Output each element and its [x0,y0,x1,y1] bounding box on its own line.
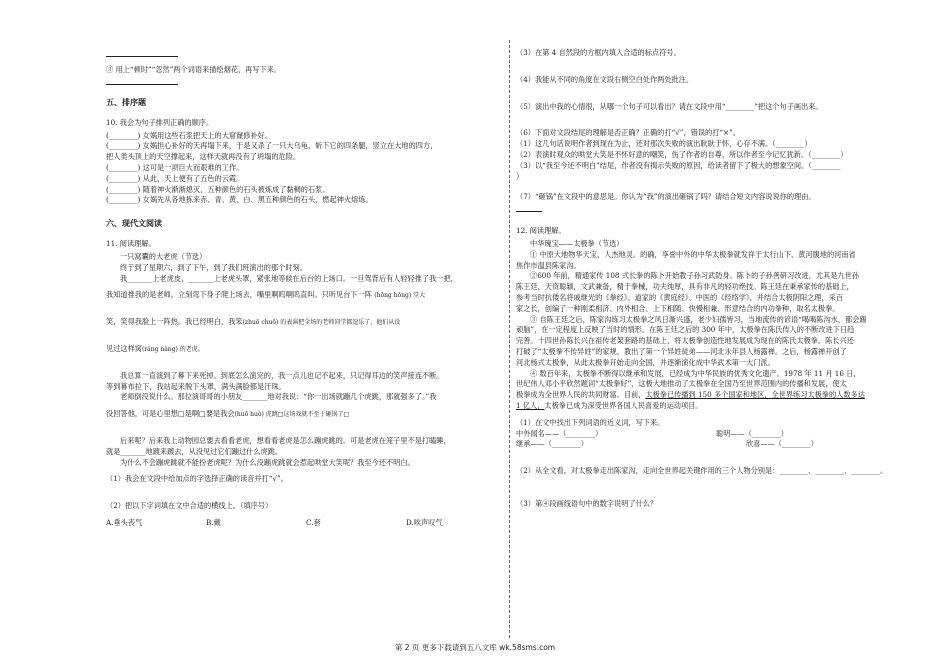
judge-item: （2）表演时观众的哄堂大笑是不怀好意的嘲笑，伤了作者的自尊，所以作者至今记忆犹新。（________） [516,149,848,159]
question-use-words: ③ 用上“顿时”“忽然”两个词语来描绘烟花，再写下来。 [106,65,282,74]
passage-paragraph: 顽脑”，在一定程度上反映了当时的情形。在陈王廷之后的 300 年中，太极拳在陈氏传人的不断改进下日趋 [516,325,855,335]
sort-item: (________) 女娲先从各地拣来赤、青、黄、白、黑五种颜色的石头，燃起神火熔炼。 [106,195,373,205]
passage-paragraph: 陈王廷，天资聪颖，文武兼备，精于拳械，功夫纯厚，具有非凡的轻功绝技。陈王廷在秉承家传的基础上， [516,282,854,292]
option-a: A.垂头丧气 [106,517,143,527]
passage-text: 笑，笑得我脸上一阵热。我已经明白，我笨 [106,317,243,327]
sub-question-3: （3）第④段画线语句中的数字说明了什么？ [516,498,658,508]
passage-paragraph: 家之长，创编了一种刚柔相济、内外相合、上下相随、快慢相兼、形意结合的内功拳种，取名太极拳。 [516,303,840,313]
judge-item: （3）以“我至今还不明白”结尾，作者没有揭示失败的原因，给读者留下了极大的想象空间。（________ [516,160,841,170]
sort-item: (________) 从此，天上便有了五色的云霞。 [106,173,244,183]
passage-line [106,344,506,355]
synonym-item: 聪明——（________） [716,428,788,438]
sub-question-1: （1）在文中找出下列词语的近义词，写下来。 [516,417,665,427]
pinyin-choice: (huō huò) 虎跳□这场戏就不至于砸锅了□ [234,411,350,419]
passage-paragraph: ④ 数百年来，太极拳不断得以继承和发展，已经成为中华民族的优秀文化遗产。1978 年 11 月 16 日， [530,368,861,378]
judge-item-tail: ） [516,171,524,181]
sort-item: (________) 这可是一项巨大而艰难的工作。 [106,162,244,172]
sort-item-continued: 把人类头顶上的天空撑起来，这样天就再没有了坍塌的危险。 [106,152,301,162]
question-12-title: 12. 阅读理解。 [516,226,566,236]
passage-line [516,390,916,401]
synonym-item: 继承——（________） [516,439,588,449]
sort-item: (________) 随着神火渐渐熄灭，五种颜色的石头被炼成了黏稠的石浆。 [106,184,330,194]
passage-text: 我知道推我的是老师。立刻弯下身子爬上场去，嘴里啊呜啊呜直叫。只听见台下一阵 [106,290,372,300]
synonym-item: 中外闻名——（________） [516,428,603,438]
passage-paragraph: 河北杨式太极拳，从此太极拳开始走向全国，并逐渐演化成中华武术第一大门派。 [516,357,775,367]
section-5-title: 五、排序题 [106,97,146,107]
passage-title: 中华瑰宝——太极拳（节选） [530,238,624,248]
sub-question-7: （7）“砸锅”在文段中的意思是。你认为“我”的演出砸锅了吗？请结合短文内容说说你的理由。 [516,192,816,202]
pinyin-choice: (hōng hōng) 堂大 [374,292,426,300]
underlined-sentence: 太极拳已传播到 150 多个国家和地区，全世界练习太极拳的人数多达 [645,390,865,400]
underlined-sentence: 1 亿人， [516,400,545,410]
section-6-title: 六、现代文阅读 [106,219,162,229]
pinyin-choice: (zhuō chuō) 的表演把全场的老师同学都逗乐了，他们从没 [242,319,401,327]
sub-question-5: （5）演出中我的心情很，从哪一个句子可以看出？请在文段中用“________”把这个句子画出来。 [516,101,823,111]
question-10-title: 10. 我会为句子排列正确的顺序。 [106,117,214,127]
synonym-row [516,429,916,440]
passage-paragraph: ① 中原大地物华天宝，人杰地灵。的确，享誉中外的中华太极拳就发祥于太行山下、黄河腹地的河南省 [530,249,856,259]
passage-paragraph: 焦作市温县陈家沟。 [516,260,581,270]
judge-item: （1）这几句话说明作者到现在为止，还对那次失败的演出耿耿于怀，心存不满。（________） [516,139,812,149]
sort-item: (________) 女娲担心补好的天再塌下来，于是又杀了一只大乌龟，斩下它的四条腿，竖立在大地的四方， [106,141,438,151]
passage-title: 一只窝囊的大老虎（节选） [120,251,207,261]
sub-question-4: （4）我能从不同的角度在文段右侧空白处作两处批注。 [516,74,694,84]
answer-line [106,50,178,57]
synonym-item: 欣喜——（________） [746,439,818,449]
passage-paragraph: 完善。十四世孙陈长兴在祖传老架套路的基础上，将太极拳创造性地发展成为现在的陈氏太极拳。陈长兴还 [516,336,854,346]
sub-question-2: （2）把以下字词填在文中合适的横线上。（填序号） [106,501,273,511]
answer-line [516,205,542,212]
pinyin-choice: (ráng nàng) 的老虎。 [141,345,204,353]
passage-paragraph: 参考当时抗倭名将戚继光的《拳经》、道家的《黄庭经》、中医的《经络学》，并结合太极阴阳之理，采百 [516,292,844,302]
option-c: C.套 [306,517,321,527]
synonym-row [516,439,916,450]
passage-text: 见过这样窝 [106,343,142,353]
passage-line [106,317,506,328]
page-footer: 第 2 页 更多下载请到五八文库 wk.58sms.com [394,643,556,652]
sub-question-6: （6）下面对文段结尾的理解是否正确？正确的打“√”，错误的打“×”。 [516,128,740,138]
passage-paragraph: 我总算一直演到了幕下来死掉。到底怎么演完的，我一点儿也记不起来，只记得耳边的笑声接连不断。 [120,370,444,380]
passage-paragraph: 终于到了星期六，到了下午，到了我们班演出的那个时刻。 [120,262,307,272]
option-b: B.戴 [206,517,221,527]
passage-line [106,409,506,420]
passage-paragraph: 打破了“太极拳不传异姓”的家规，教出了第一个异姓徒弟——河北永年县人杨露禅。之后，杨露禅开创了 [516,346,847,356]
question-11-title: 11. 阅读理解。 [106,239,156,249]
sort-item: (________) 女娲用这些石浆把天上的大窟窿修补好。 [106,130,273,140]
passage-text: 太极拳已成为深受世界各国人民喜爱的运动项目。 [544,400,703,410]
passage-paragraph: 为什么不会蹦虎跳就不能扮老虎呢？为什么没蹦虎跳就会惹起哄堂大笑呢？我至今还不明白。 [120,457,415,467]
passage-paragraph: 老师倒没说什么。那位演哥哥的小朋友_______地对我说：“你一出场就蹦几个虎跳，那就强多了。”我 [120,392,437,402]
option-d: D.唉声叹气 [406,517,443,527]
passage-paragraph: 我_______上老虎皮，_______上老虎头罩，紧张地等候在后台的上场口。一旦驾背后有人轻轻推了我一把， [120,273,458,283]
right-column [516,48,916,510]
passage-line [106,290,506,301]
sub-question-3: （3）在第 4 自然段的方框内填入合适的标点符号。 [516,48,681,57]
sub-question-2: （2）从全文看，对太极拳走出陈家沟，走向全世界起关键作用的三个人物分别是：________、________、________。 [516,466,888,476]
passage-line [516,401,916,412]
passage-paragraph: 世纪伟人邓小平欣然题词“太极拳好”，这极大地推动了太极拳在全国乃至世界范围内的传播和发展，使太 [516,379,847,389]
passage-paragraph: 等到幕布拉下，我站起来脱下头罩，满头满脸都是汗珠。 [106,381,286,391]
column-divider [509,40,510,638]
passage-paragraph: ③ 自陈王廷之后，陈家沟练习太极拳之风日渐兴盛，老少妇孺皆习，当地流传的谚语“喝喝陈沟水，都会踢 [530,314,867,324]
passage-text: 极拳成为全世界人民的共同财富。目前， [516,390,646,400]
passage-paragraph: 后来呢？后来我上动物园总要去看看老虎，想看看老虎是怎么蹦虎跳的。可是老虎在笼子里不是打瞌睡， [120,435,451,445]
left-column [106,48,506,529]
sub-question-1: （1）我会在文段中给加点的字选择正确的读音并打“√”。 [106,474,288,484]
passage-text: 没回答他，可是心里想□是啊□要是我会 [106,409,235,419]
passage-paragraph: 就是_______地踱来踱去，从没见过它们蹦过什么虎跳。 [106,446,283,456]
word-options [106,518,506,529]
passage-paragraph: ②600 年前，精通家传 108 式长拳的陈卜开始教子孙习武防身。陈卜的子孙善研习改进，尤其是九世孙 [530,271,859,281]
answer-line [106,78,178,85]
